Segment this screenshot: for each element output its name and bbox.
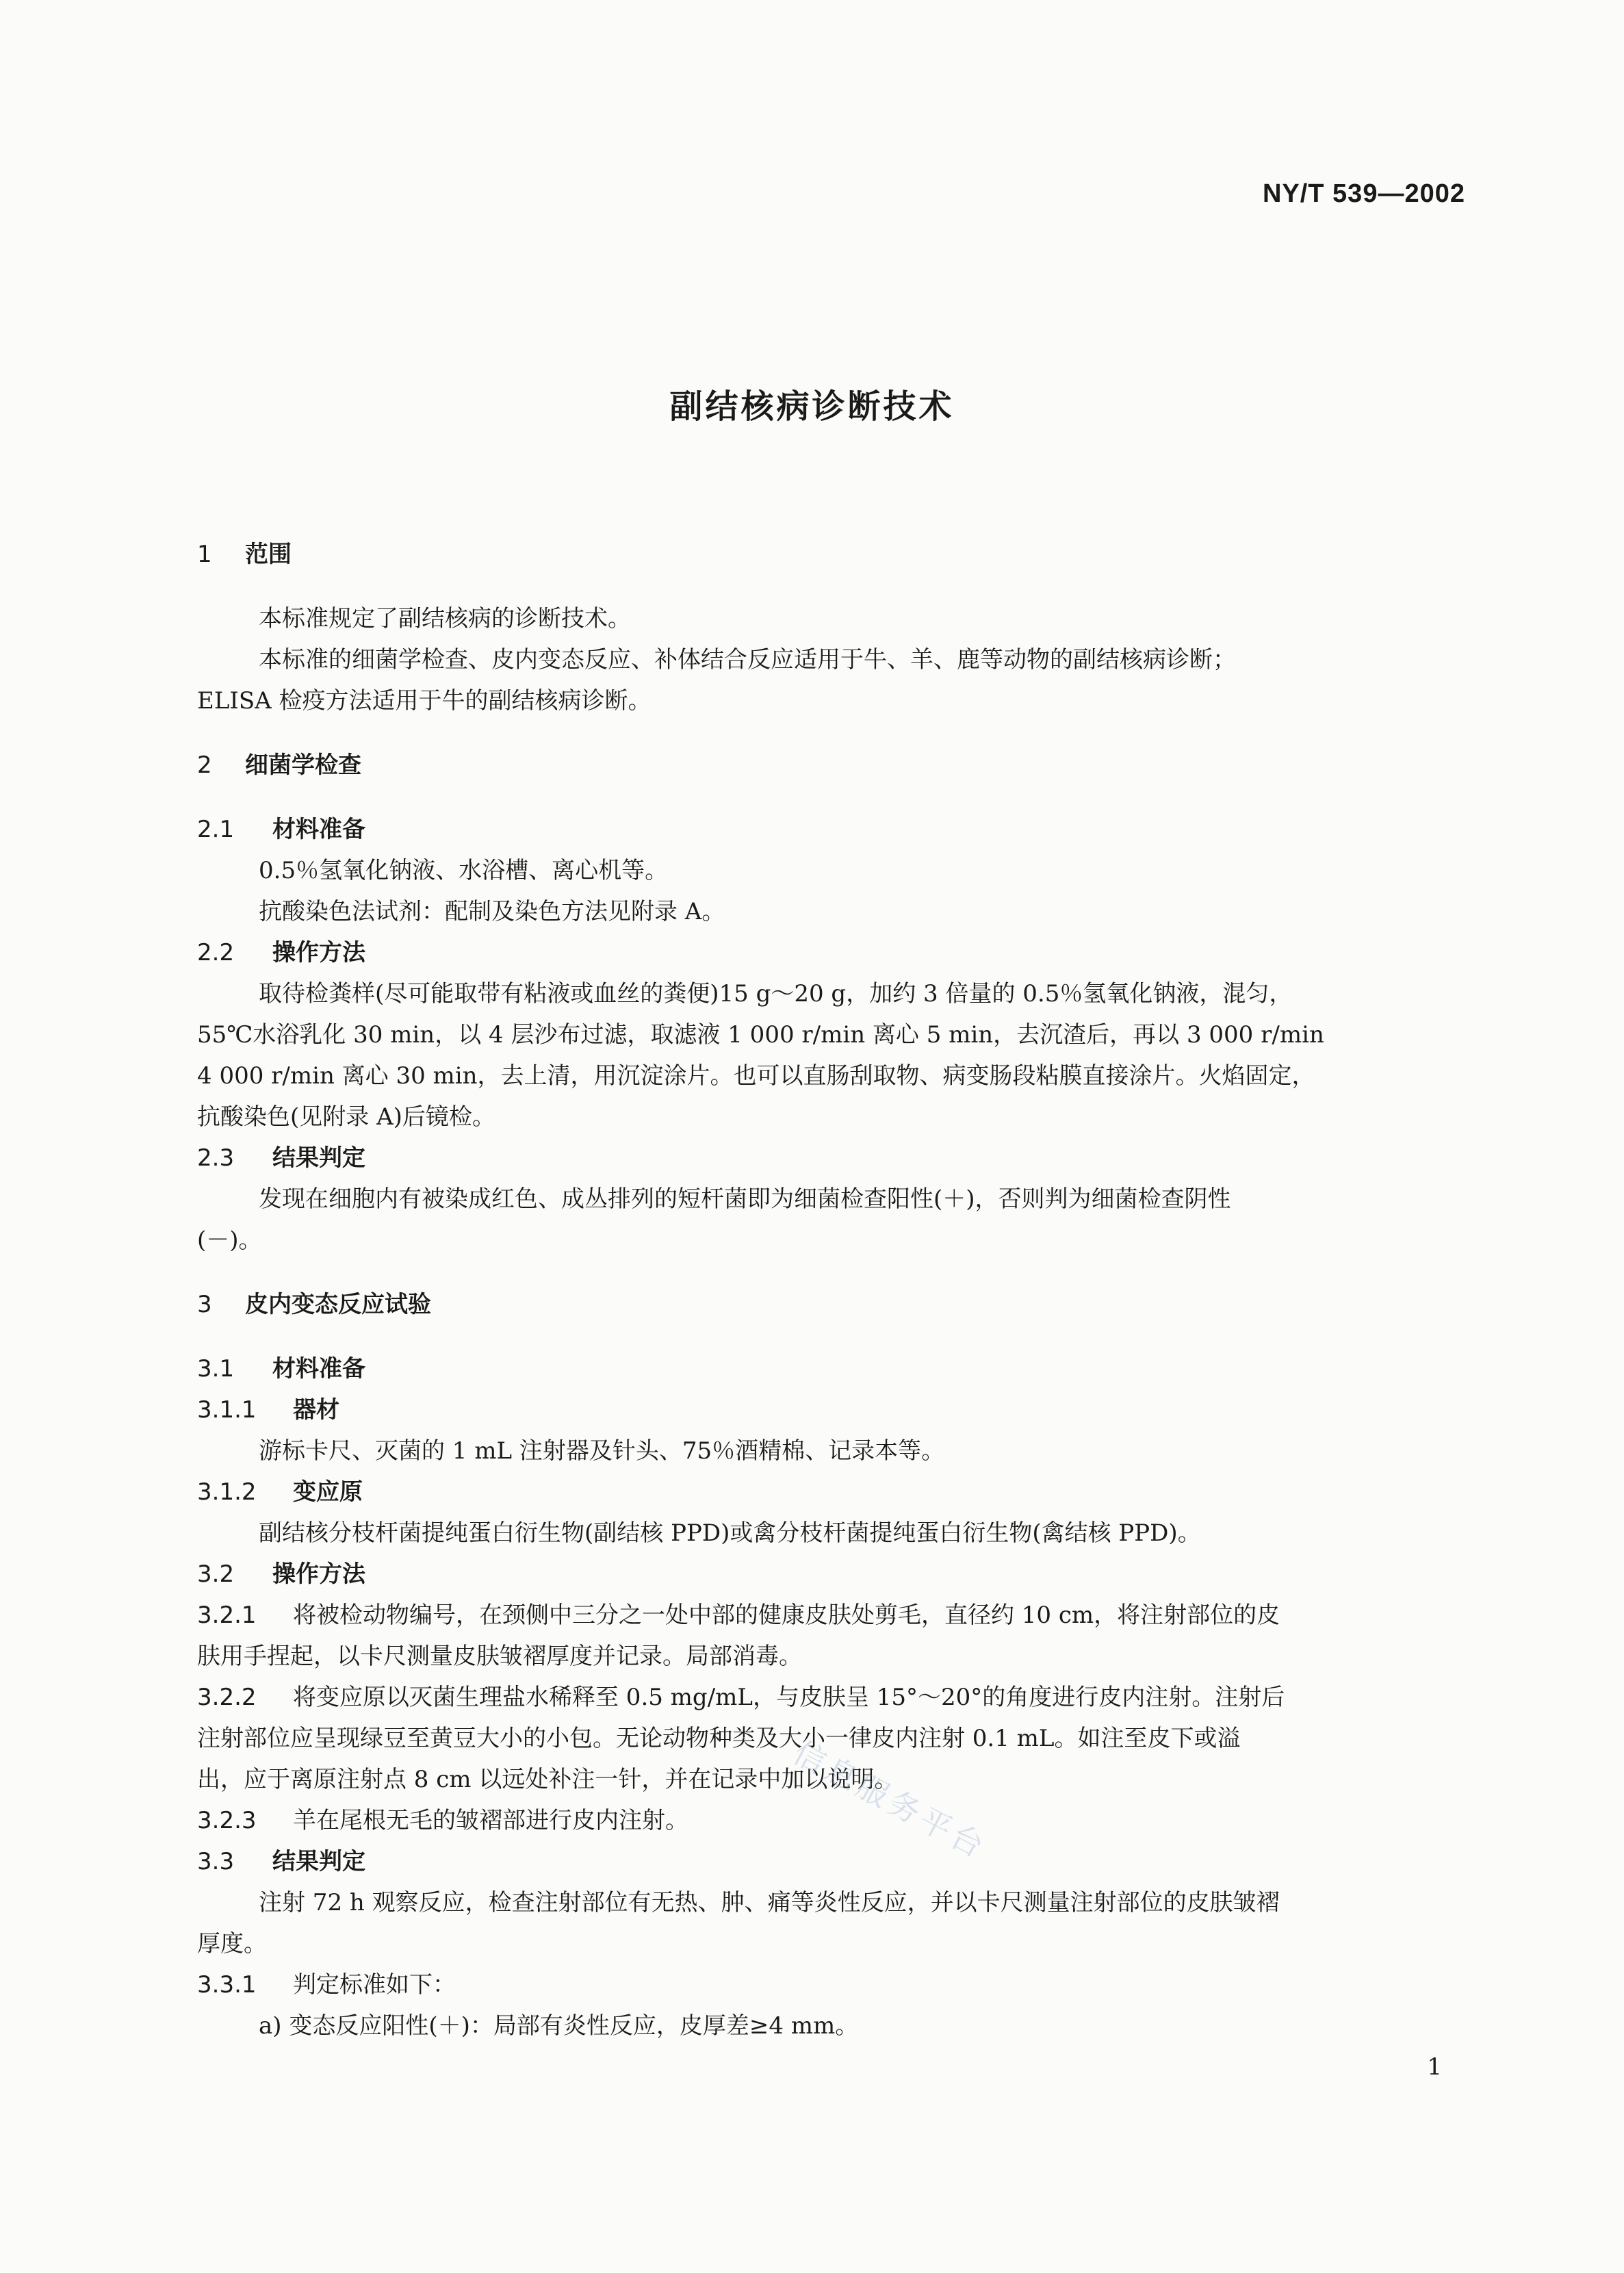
paragraph: 注射 72 h 观察反应，检查注射部位有无热、肿、痛等炎性反应，并以卡尺测量注射部位的皮肤皱褶 — [259, 1889, 1280, 1916]
section-3-1-1-heading: 3.1.1 器材 — [197, 1396, 339, 1424]
paragraph: 抗酸染色(见附录 A)后镜检。 — [197, 1103, 495, 1131]
paragraph: 发现在细胞内有被染成红色、成丛排列的短杆菌即为细菌检查阳性(＋)，否则判为细菌检查阴性 — [259, 1185, 1231, 1213]
paragraph: 游标卡尺、灭菌的 1 mL 注射器及针头、75％酒精棉、记录本等。 — [259, 1437, 945, 1465]
paragraph: 本标准规定了副结核病的诊断技术。 — [259, 605, 631, 632]
watermark: 信息服务平台 — [787, 1733, 994, 1867]
section-3-2-heading: 3.2 操作方法 — [197, 1561, 365, 1588]
section-3-1-heading: 3.1 材料准备 — [197, 1355, 365, 1383]
paragraph: 本标准的细菌学检查、皮内变态反应、补体结合反应适用于牛、羊、鹿等动物的副结核病诊断； — [259, 646, 1236, 673]
paragraph: ELISA 检疫方法适用于牛的副结核病诊断。 — [197, 687, 652, 715]
page-number: 1 — [1427, 2053, 1442, 2081]
paragraph: 注射部位应呈现绿豆至黄豆大小的小包。无论动物种类及大小一律皮内注射 0.1 mL。如注至皮下或溢 — [197, 1725, 1241, 1752]
paragraph: 厚度。 — [197, 1930, 267, 1957]
paragraph: 出，应于离原注射点 8 cm 以远处补注一针，并在记录中加以说明。 — [197, 1766, 898, 1793]
standard-code: NY/T 539—2002 — [1262, 179, 1465, 208]
paragraph: 55℃水浴乳化 30 min，以 4 层沙布过滤，取滤液 1 000 r/min 离心 5 min，去沉渣后，再以 3 000 r/min — [197, 1021, 1324, 1049]
document-body — [197, 534, 1467, 2046]
paragraph: 副结核分枝杆菌提纯蛋白衍生物(副结核 PPD)或禽分枝杆菌提纯蛋白衍生物(禽结核 PPD)。 — [259, 1519, 1201, 1547]
paragraph: 3.3.1 判定标准如下： — [197, 1971, 456, 1999]
section-2-heading: 2 细菌学检查 — [197, 752, 361, 779]
section-2-3-heading: 2.3 结果判定 — [197, 1144, 365, 1172]
document-title: 副结核病诊断技术 — [669, 387, 955, 426]
paragraph: 4 000 r/min 离心 30 min，去上清，用沉淀涂片。也可以直肠刮取物、病变肠段粘膜直接涂片。火焰固定， — [197, 1062, 1315, 1090]
paragraph: 取待检粪样(尽可能取带有粘液或血丝的粪便)15 g～20 g，加约 3 倍量的 0.5％氢氧化钠液，混匀， — [259, 980, 1293, 1007]
paragraph: (－)。 — [197, 1227, 262, 1254]
list-item: a) 变态反应阳性(＋)：局部有炎性反应，皮厚差≥4 mm。 — [259, 2012, 859, 2040]
paragraph: 3.2.1 将被检动物编号，在颈侧中三分之一处中部的健康皮肤处剪毛，直径约 10 cm，将注射部位的皮 — [197, 1602, 1280, 1629]
paragraph: 抗酸染色法试剂：配制及染色方法见附录 A。 — [259, 898, 725, 925]
section-3-3-heading: 3.3 结果判定 — [197, 1848, 365, 1875]
paragraph: 肤用手捏起，以卡尺测量皮肤皱褶厚度并记录。局部消毒。 — [197, 1643, 802, 1670]
section-2-1-heading: 2.1 材料准备 — [197, 816, 365, 843]
section-3-1-2-heading: 3.1.2 变应原 — [197, 1478, 363, 1506]
section-1-heading: 1 范围 — [197, 541, 292, 568]
paragraph: 0.5％氢氧化钠液、水浴槽、离心机等。 — [259, 857, 669, 884]
section-3-heading: 3 皮内变态反应试验 — [197, 1291, 431, 1318]
paragraph: 3.2.3 羊在尾根无毛的皱褶部进行皮内注射。 — [197, 1807, 688, 1834]
paragraph: 3.2.2 将变应原以灭菌生理盐水稀释至 0.5 mg/mL，与皮肤呈 15°～20°的角度进行皮内注射。注射后 — [197, 1684, 1285, 1711]
section-2-2-heading: 2.2 操作方法 — [197, 939, 365, 966]
